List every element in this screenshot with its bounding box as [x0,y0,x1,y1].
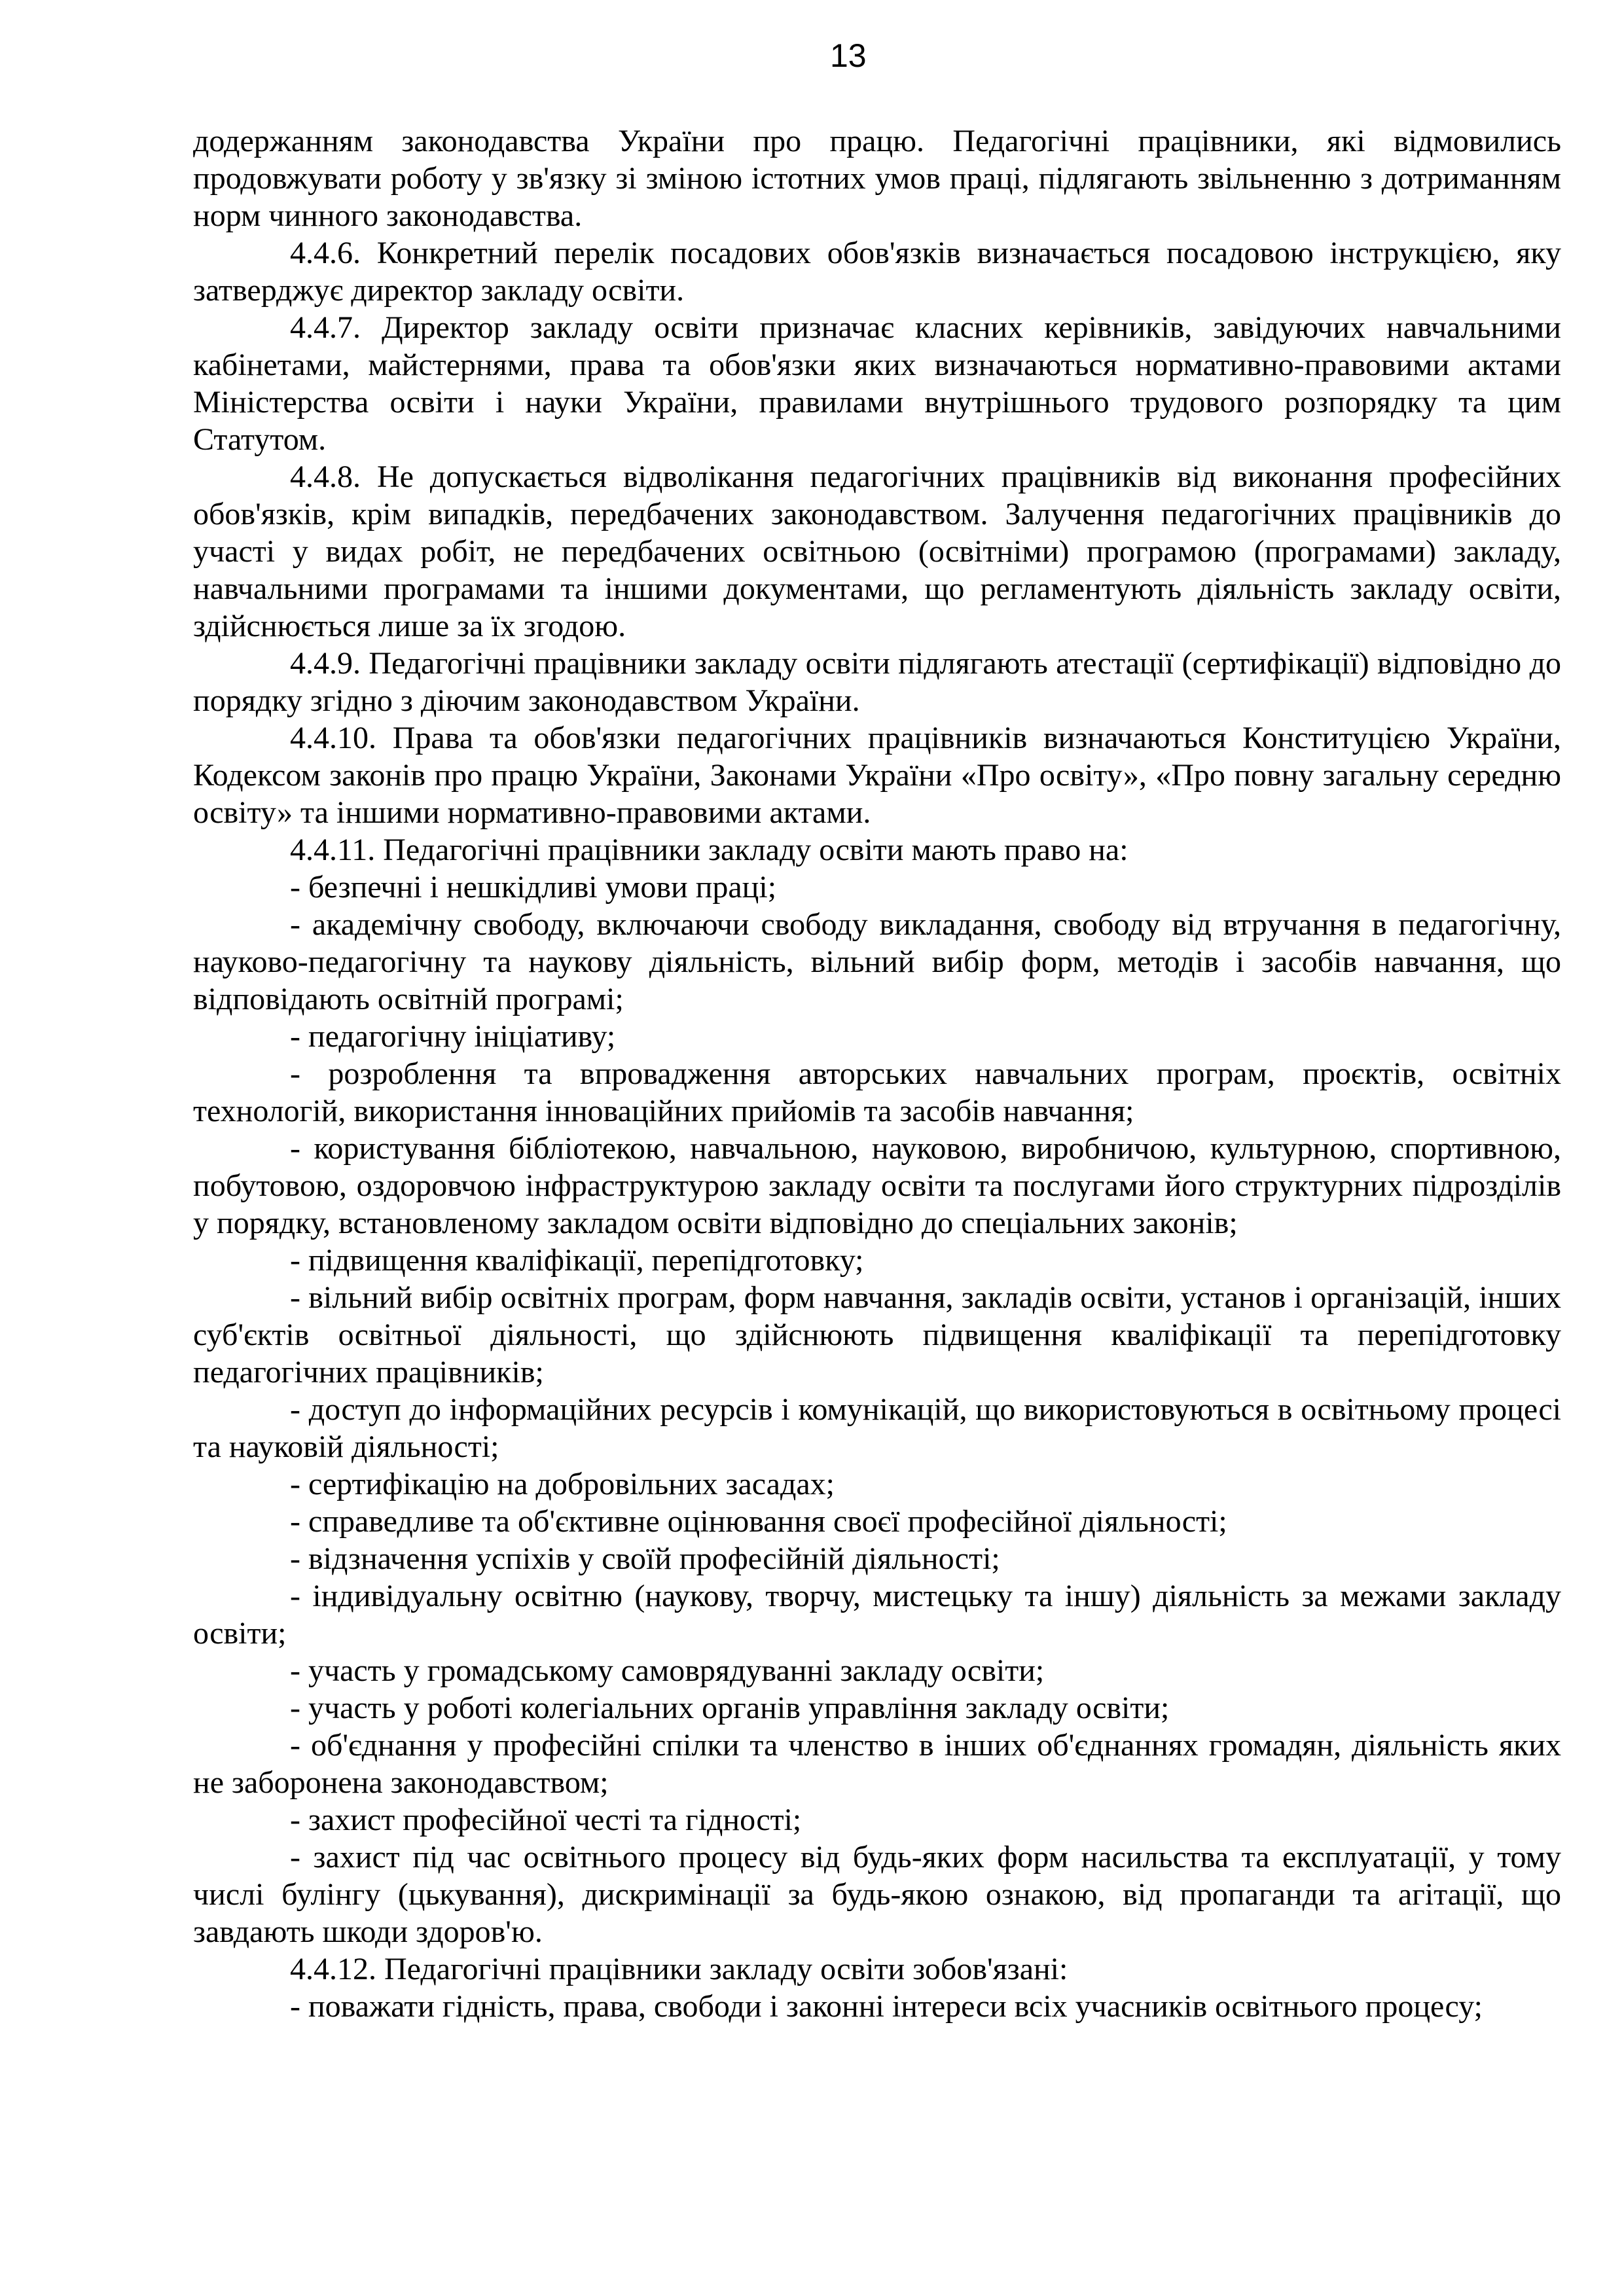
paragraph: 4.4.9. Педагогічні працівники закладу освіти підлягають атестації (сертифікації) відповідно до порядку згідно з діючим законодавством України. [193,646,1561,718]
document-body [193,122,1561,2025]
paragraph: додержанням законодавства України про працю. Педагогічні працівники, які відмовились продовжувати роботу у зв'язку зі зміною істотних умов праці, підлягають звільненню з дотриманням норм чинного законодавства. [193,124,1561,233]
paragraph: - поважати гідність, права, свободи і законні інтереси всіх учасників освітнього процесу; [290,1989,1483,2024]
paragraph: - об'єднання у професійні спілки та членство в інших об'єднаннях громадян, діяльність яких не заборонена законодавством; [193,1728,1561,1800]
paragraph: 4.4.10. Права та обов'язки педагогічних працівників визначаються Конституцією України, Кодексом законів про працю України, Законами України «Про освіту», «Про повну загальну середню освіту» та іншими нормативно-правовими актами. [193,721,1561,830]
paragraph: - розроблення та впровадження авторських навчальних програм, проєктів, освітніх технологій, використання інноваційних прийомів та засобів навчання; [193,1056,1561,1128]
paragraph: - безпечні і нешкідливі умови праці; [290,870,777,905]
paragraph: - участь у громадському самоврядуванні закладу освіти; [290,1653,1045,1688]
paragraph: - індивідуальну освітню (наукову, творчу, мистецьку та іншу) діяльність за межами закладу освіти; [193,1579,1561,1651]
paragraph: - сертифікацію на добровільних засадах; [290,1467,835,1501]
paragraph: 4.4.12. Педагогічні працівники закладу освіти зобов'язані: [290,1952,1068,1986]
paragraph: - педагогічну ініціативу; [290,1019,616,1054]
paragraph: - користування бібліотекою, навчальною, науковою, виробничою, культурною, спортивною, побутовою, оздоровчою інфраструктурою закладу освіти та послугами його структурних підрозділів у порядку, встановленому закладом освіти відповідно до спеціальних законів; [193,1131,1561,1240]
paragraph: 4.4.8. Не допускається відволікання педагогічних працівників від виконання професійних обов'язків, крім випадків, передбачених законодавством. Залучення педагогічних працівників до участі у видах робіт, не передбачених освітньою (освітніми) програмою (програмами) закладу, навчальними програмами та іншими документами, що регламентують діяльність закладу освіти, здійснюється лише за їх згодою. [193,459,1561,643]
paragraph: 4.4.7. Директор закладу освіти призначає класних керівників, завідуючих навчальними кабінетами, майстернями, права та обов'язки яких визначаються нормативно-правовими актами Міністерства освіти і науки України, правилами внутрішнього трудового розпорядку та цим Статутом. [193,310,1561,457]
paragraph: - захист під час освітнього процесу від будь-яких форм насильства та експлуатації, у тому числі булінгу (цькування), дискримінації за будь-якою ознакою, від пропаганди та агітації, що завдають шкоди здоров'ю. [193,1840,1561,1949]
paragraph: 4.4.6. Конкретний перелік посадових обов'язків визначається посадовою інструкцією, яку затверджує директор закладу освіти. [193,236,1561,308]
paragraph: - вільний вибір освітніх програм, форм навчання, закладів освіти, установ і організацій, інших суб'єктів освітньої діяльності, що здійснюють підвищення кваліфікації та перепідготовку педагогічних працівників; [193,1280,1561,1390]
paragraph: - участь у роботі колегіальних органів управління закладу освіти; [290,1691,1170,1725]
paragraph: - підвищення кваліфікації, перепідготовку; [290,1243,864,1278]
page-number: 13 [830,37,867,74]
paragraph: 4.4.11. Педагогічні працівники закладу освіти мають право на: [290,833,1128,867]
paragraph: - відзначення успіхів у своїй професійній діяльності; [290,1541,1000,1576]
paragraph: - академічну свободу, включаючи свободу викладання, свободу від втручання в педагогічну, науково-педагогічну та наукову діяльність, вільний вибір форм, методів і засобів навчання, що відповідають освітній програмі; [193,907,1561,1016]
paragraph: - доступ до інформаційних ресурсів і комунікацій, що використовуються в освітньому процесі та науковій діяльності; [193,1392,1561,1464]
paragraph: - справедливе та об'єктивне оцінювання своєї професійної діяльності; [290,1504,1227,1539]
paragraph: - захист професійної честі та гідності; [290,1803,802,1837]
